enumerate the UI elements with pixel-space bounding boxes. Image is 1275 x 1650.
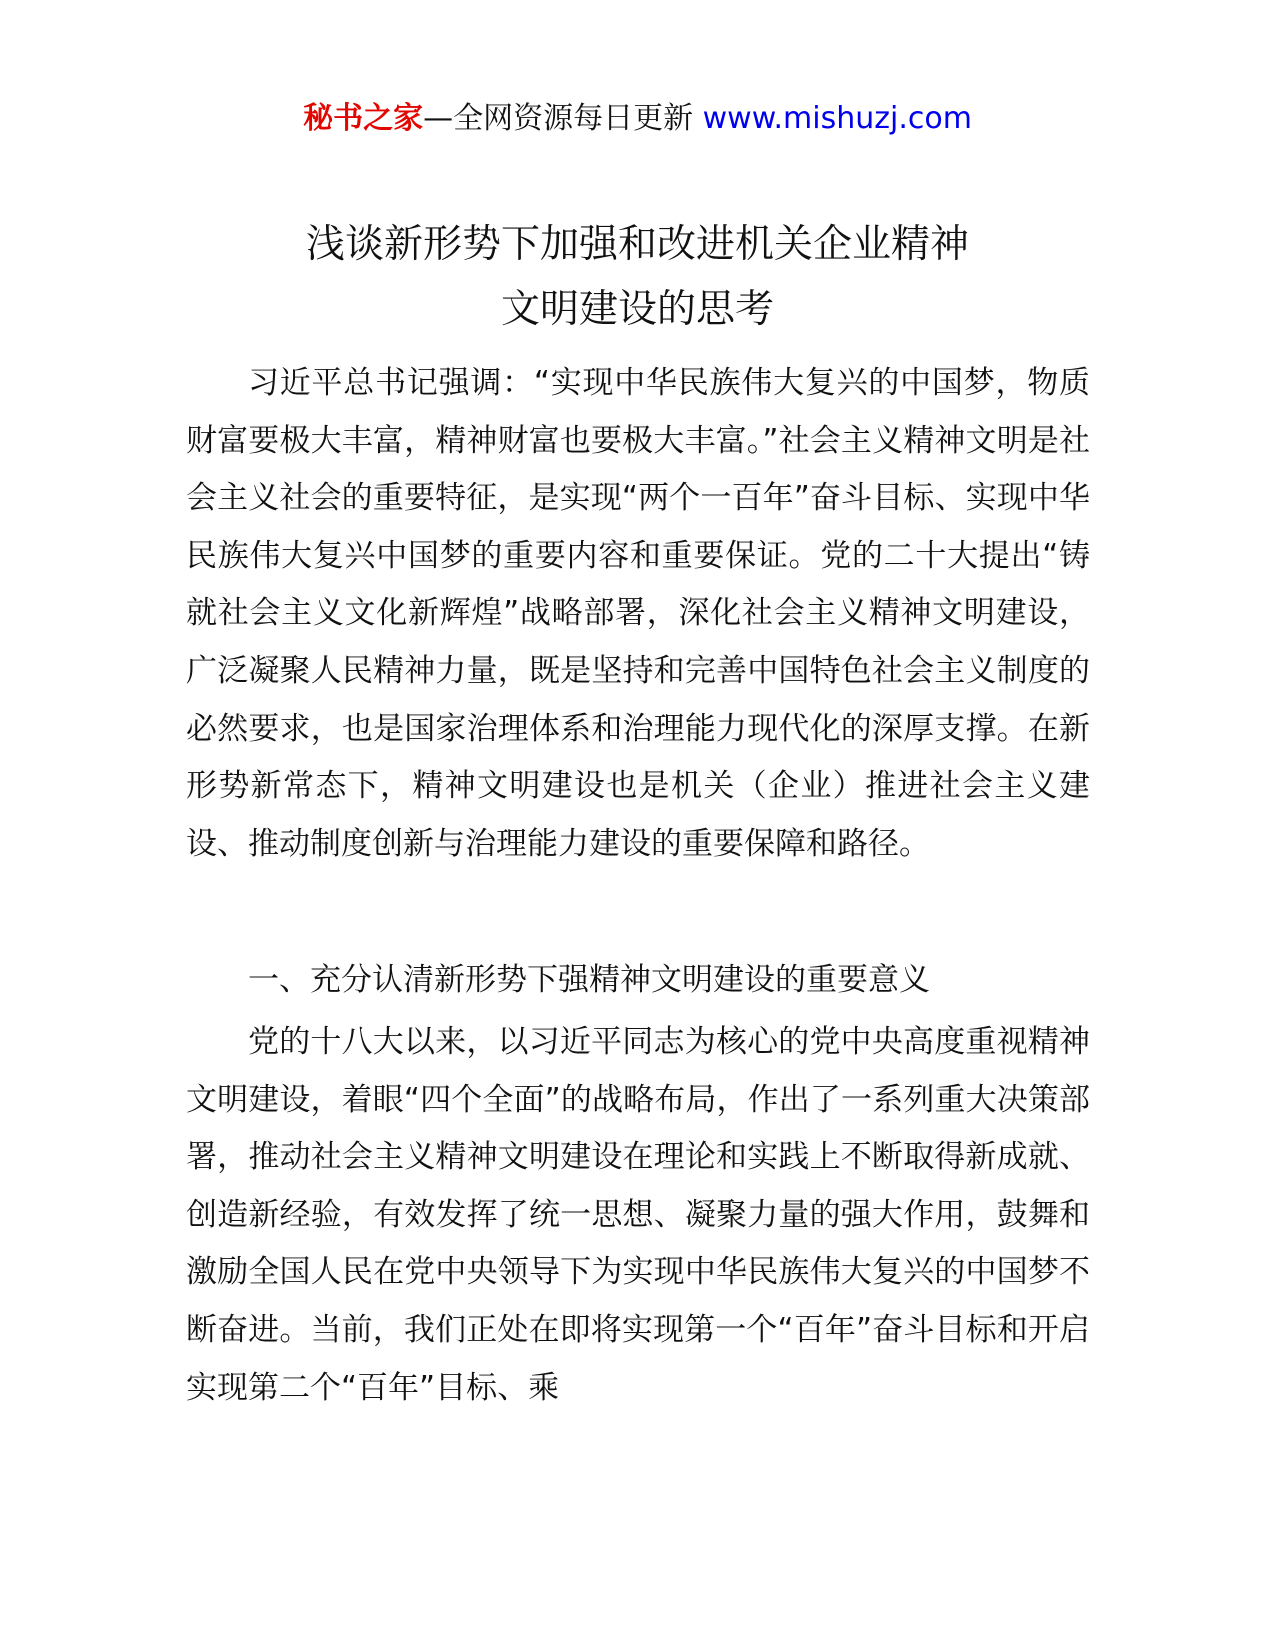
section-heading-1: 一、充分认清新形势下强精神文明建设的重要意义 [248, 962, 930, 998]
site-brand: 秘书之家 [303, 101, 424, 136]
document-title-line-2: 文明建设的思考 [500, 287, 774, 332]
site-tagline: —全网资源每日更新 [423, 101, 703, 136]
site-url-link[interactable]: www.mishuzj.com [702, 101, 972, 136]
site-header [0, 97, 1275, 141]
paragraph-section-1: 党的十八大以来，以习近平同志为核心的党中央高度重视精神文明建设，着眼“四个全面”的战略布局，作出了一系列重大决策部署，推动社会主义精神文明建设在理论和实践上不断取得新成就、创造新经验，有效发挥了统一思想、凝聚力量的强大作用，鼓舞和激励全国人民在党中央领导下为实现中华民族伟大复兴的中国梦不断奋进。当前，我们正处在即将实现第一个“百年”奋斗目标和开启实现第二个“百年”目标、乘 [186, 1024, 1090, 1406]
document-title-line-1: 浅谈新形势下加强和改进机关企业精神 [305, 222, 969, 267]
paragraph-intro: 习近平总书记强调：“实现中华民族伟大复兴的中国梦，物质财富要极大丰富，精神财富也要极大丰富。”社会主义精神文明是社会主义社会的重要特征，是实现“两个一百年”奋斗目标、实现中华民族伟大复兴中国梦的重要内容和重要保证。党的二十大提出“铸就社会主义文化新辉煌”战略部署，深化社会主义精神文明建设，广泛凝聚人民精神力量，既是坚持和完善中国特色社会主义制度的必然要求，也是国家治理体系和治理能力现代化的深厚支撑。在新形势新常态下，精神文明建设也是机关（企业）推进社会主义建设、推动制度创新与治理能力建设的重要保障和路径。 [186, 365, 1090, 862]
